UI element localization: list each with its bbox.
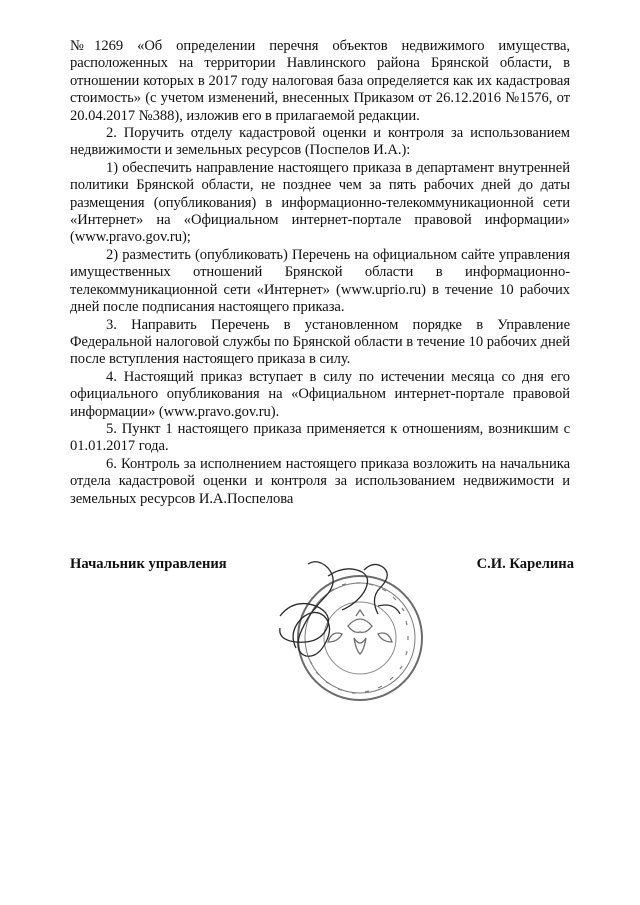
paragraph-item-2: 2. Поручить отделу кадастровой оценки и контроля за использованием недвижимости и земельных ресурсов (Поспелов И.А.):: [70, 125, 570, 159]
signatory-name: С.И. Карелина: [476, 556, 574, 572]
paragraph-item-6: 6. Контроль за исполнением настоящего приказа возложить на начальника отдела кадастровой оценки и контроля за использованием недвижимости и земельных ресурсов И.А.Поспелова: [70, 455, 570, 507]
paragraph-item-3: 3. Направить Перечень в установленном порядке в Управление Федеральной налоговой службы по Брянской области в течение 10 рабочих дней после вступления настоящего приказа в силу.: [70, 316, 570, 368]
signatory-title: Начальник управления: [70, 556, 227, 572]
paragraph-item-2-2: 2) разместить (опубликовать) Перечень на официальном сайте управления имущественных отношений Брянской области в информационно-телекоммуникационной сети «Интернет» (www.uprio.ru) в течение 10 рабочих дней после подписания настоящего приказа.: [70, 246, 570, 316]
paragraph-item-2-1: 1) обеспечить направление настоящего приказа в департамент внутренней политики Брянской области, не позднее чем за пять рабочих дней до даты размещения (опубликования) в информационно-телекоммуникационной сети «Интернет» на «Официальном интернет-портале правовой информации» (www.pravo.gov.ru);: [70, 159, 570, 246]
paragraph-item-5: 5. Пункт 1 настоящего приказа применяется к отношениям, возникшим с 01.01.2017 года.: [70, 420, 570, 455]
paragraph-intro: №1269 «Об определении перечня объектов недвижимого имущества, расположенных на территории Навлинского района Брянской области, в отношении которых в 2017 году налоговая база определяется как их кадастровая стоимость» (с учетом изменений, внесенных Приказом от 26.12.2016 №1576, от 20.04.2017 №388), изложив его в прилагаемой редакции.: [70, 38, 570, 124]
document-body: [70, 38, 570, 508]
paragraph-item-4: 4. Настоящий приказ вступает в силу по истечении месяца со дня его официального опубликования на «Официальном интернет-портале правовой информации» (www.pravo.gov.ru).: [70, 368, 570, 420]
official-seal-icon: [268, 556, 438, 716]
